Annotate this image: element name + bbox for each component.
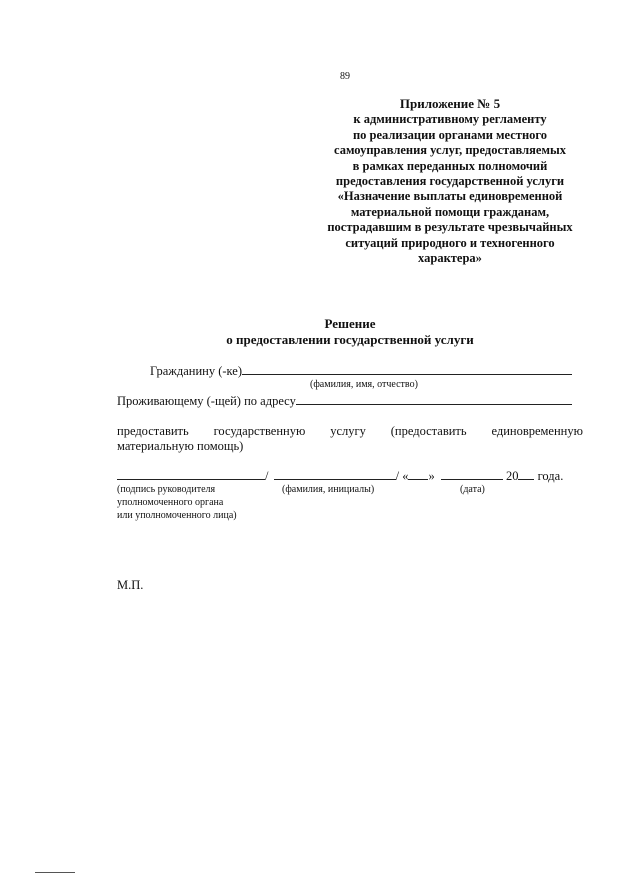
annex-line: в рамках переданных полномочий [352, 158, 548, 173]
annex-line: самоуправления услуг, предоставляемых [334, 143, 566, 158]
provide-line [117, 424, 583, 439]
caption-org-2: или уполномоченного лица) [117, 510, 237, 521]
signature-field[interactable] [117, 468, 265, 480]
address-row [117, 393, 572, 409]
citizen-label: Гражданину (-ке) [150, 364, 243, 378]
decision-title: Решение [324, 316, 376, 331]
annex-line: пострадавшим в результате чрезвычайных [327, 220, 573, 235]
year-suffix: года. [537, 469, 564, 483]
provide-word: единовременную [491, 424, 583, 438]
provide-word: государственную [213, 424, 306, 438]
decision-subtitle: о предоставлении государственной услуги [226, 332, 474, 347]
annex-line: предоставления государственной услуги [335, 174, 565, 189]
annex-title: Приложение № 5 [399, 96, 501, 111]
citizen-caption: (фамилия, имя, отчество) [310, 379, 418, 390]
day-field[interactable] [408, 468, 428, 480]
provide-word: предоставить [117, 424, 189, 438]
footnote-divider [35, 872, 75, 873]
address-field[interactable] [296, 393, 572, 405]
caption-date: (дата) [460, 484, 485, 495]
initials-field[interactable] [274, 468, 396, 480]
provide-line-2: материальную помощь) [117, 439, 244, 453]
caption-signature: (подпись руководителя [117, 484, 216, 495]
decision-heading [100, 316, 600, 348]
signature-row [117, 468, 563, 484]
annex-header [300, 96, 600, 266]
date-close: » [428, 469, 435, 483]
citizen-name-field[interactable] [242, 363, 572, 375]
caption-org-1: уполномоченного органа [117, 497, 224, 508]
caption-initials: (фамилия, инициалы) [282, 484, 375, 495]
provide-word: (предоставить [390, 424, 467, 438]
stamp-place: М.П. [117, 578, 144, 592]
annex-line: материальной помощи гражданам, [350, 204, 550, 219]
slash: / [265, 469, 269, 483]
month-field[interactable] [441, 468, 503, 480]
annex-line: по реализации органами местного [352, 127, 548, 142]
year-prefix: 20 [505, 469, 519, 483]
date-open: / « [395, 469, 409, 483]
year-field[interactable] [518, 468, 534, 480]
provide-word: услугу [330, 424, 366, 438]
annex-line: к административному регламенту [353, 112, 547, 127]
annex-line: ситуаций природного и техногенного [345, 235, 555, 250]
annex-line: характера» [418, 251, 482, 266]
address-label: Проживающему (-щей) по адресу [117, 394, 296, 408]
page-number: 89 [340, 71, 350, 82]
citizen-row [150, 363, 572, 379]
annex-line: «Назначение выплаты единовременной [337, 189, 563, 204]
